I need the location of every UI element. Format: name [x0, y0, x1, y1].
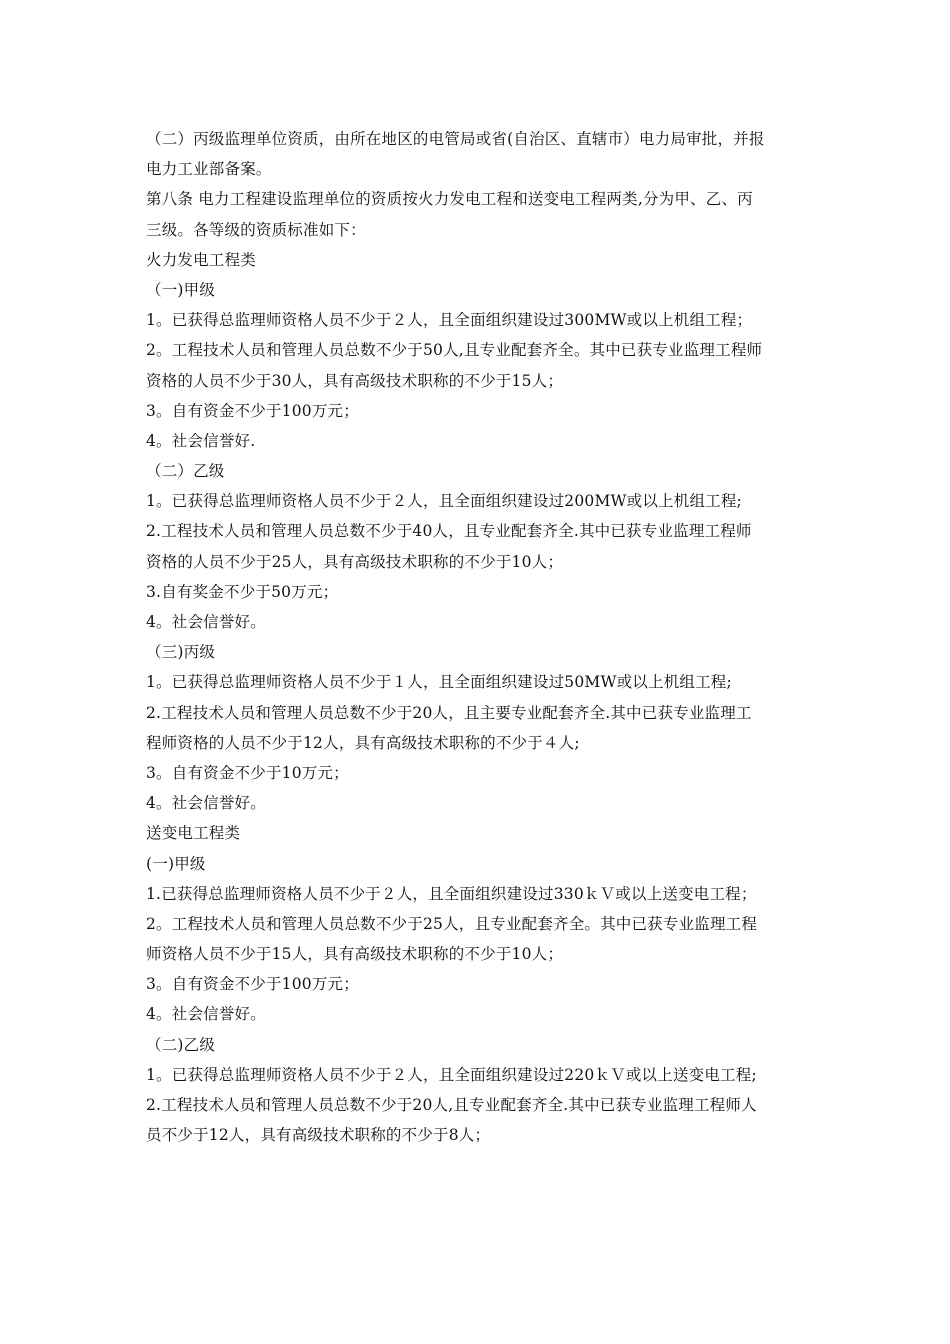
text-line: 3.自有奖金不少于50万元；: [146, 582, 339, 601]
document-body: [146, 124, 816, 1150]
text-line: 3。自有资金不少于10万元；: [146, 763, 349, 782]
section-heading: 送变电工程类: [146, 824, 241, 843]
text-line: 4。社会信誉好。: [146, 1005, 266, 1024]
text-line: 3。自有资金不少于100万元；: [146, 975, 359, 994]
text-line: 员不少于12人，具有高级技术职称的不少于8人；: [146, 1126, 491, 1145]
text-line: 1.已获得总监理师资格人员不少于２人，且全面组织建设过330ｋＶ或以上送变电工程；: [146, 884, 757, 903]
grade-heading: （二）乙级: [146, 462, 225, 481]
text-line: 2。工程技术人员和管理人员总数不少于25人，且专业配套齐全。其中已获专业监理工程: [146, 914, 758, 933]
text-line: （二）丙级监理单位资质，由所在地区的电管局或省(自治区、直辖市）电力局审批，并报: [146, 130, 765, 148]
text-line: 第八条 电力工程建设监理单位的资质按火力发电工程和送变电工程两类,分为甲、乙、丙: [146, 190, 753, 209]
text-line: 程师资格的人员不少于12人，具有高级技术职称的不少于４人;: [146, 733, 580, 752]
text-line: 4。社会信誉好.: [146, 431, 256, 450]
grade-heading: （三)丙级: [146, 643, 216, 662]
grade-heading: （一)甲级: [146, 280, 216, 299]
text-line: 资格的人员不少于25人，具有高级技术职称的不少于10人；: [146, 552, 564, 571]
text-line: 师资格人员不少于15人，具有高级技术职称的不少于10人；: [146, 945, 564, 964]
text-line: 2.工程技术人员和管理人员总数不少于40人，且专业配套齐全.其中已获专业监理工程师: [146, 522, 752, 541]
text-line: 1。已获得总监理师资格人员不少于２人，且全面组织建设过200MW或以上机组工程;: [146, 492, 742, 511]
grade-heading: (一)甲级: [146, 854, 206, 873]
text-line: 1。已获得总监理师资格人员不少于２人，且全面组织建设过220ｋＶ或以上送变电工程;: [146, 1065, 757, 1084]
text-line: 4。社会信誉好。: [146, 794, 266, 813]
text-line: 2。工程技术人员和管理人员总数不少于50人,且专业配套齐全。其中已获专业监理工程师: [146, 341, 763, 360]
text-line: 1。已获得总监理师资格人员不少于１人，且全面组织建设过50MW或以上机组工程;: [146, 673, 732, 692]
text-line: 2.工程技术人员和管理人员总数不少于20人,且专业配套齐全.其中已获专业监理工程师人: [146, 1096, 757, 1114]
text-line: 三级。各等级的资质标准如下：: [146, 220, 366, 239]
grade-heading: （二)乙级: [146, 1035, 216, 1054]
text-line: 电力工业部备案。: [146, 160, 272, 179]
text-line: 4。社会信誉好。: [146, 613, 266, 631]
text-line: 1。已获得总监理师资格人员不少于２人，且全面组织建设过300MW或以上机组工程；: [146, 311, 753, 330]
text-line: 资格的人员不少于30人，具有高级技术职称的不少于15人；: [146, 371, 564, 390]
text-line: 3。自有资金不少于100万元；: [146, 401, 359, 420]
text-line: 2.工程技术人员和管理人员总数不少于20人，且主要专业配套齐全.其中已获专业监理工: [146, 703, 752, 722]
section-heading: 火力发电工程类: [146, 250, 256, 269]
